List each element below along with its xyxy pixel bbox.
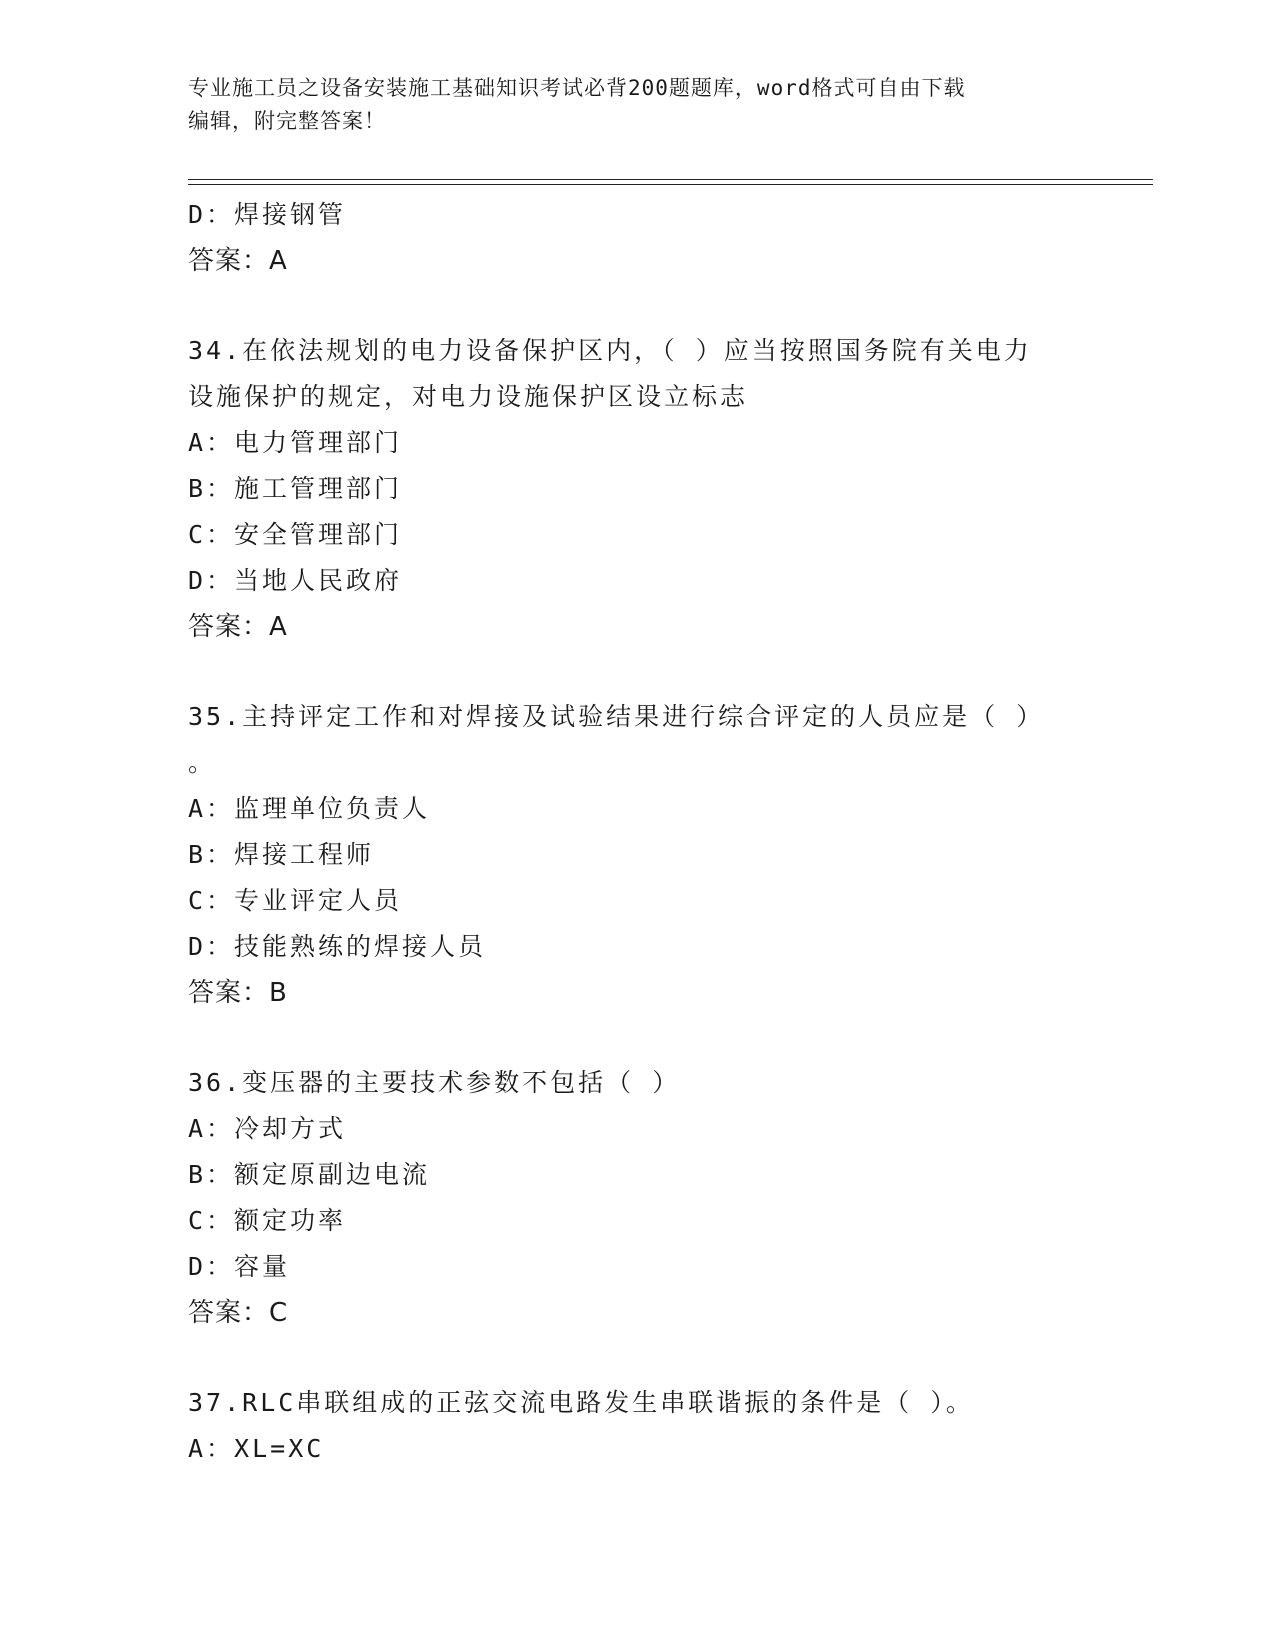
question-stem: 设施保护的规定，对电力设施保护区设立标志	[188, 382, 749, 411]
header-title-line-2: 编辑，附完整答案！	[188, 109, 386, 133]
option-a: A：监理单位负责人	[188, 794, 431, 823]
question-36	[188, 1060, 1088, 1336]
question-stem: 34.在依法规划的电力设备保护区内，（ ）应当按照国务院有关电力	[188, 336, 1032, 365]
question-34	[188, 328, 1088, 650]
question-35	[188, 694, 1088, 1016]
question-37	[188, 1380, 1088, 1472]
question-list	[188, 192, 1088, 1472]
question-stem: 37.RLC串联组成的正弦交流电路发生串联谐振的条件是（ ）。	[188, 1388, 974, 1417]
option-d: D：技能熟练的焊接人员	[188, 932, 487, 961]
prev-option-d: D：焊接钢管	[188, 200, 347, 229]
document-header	[188, 72, 1088, 138]
question-stem: 。	[188, 748, 217, 777]
option-a: A：XL=XC	[188, 1434, 325, 1463]
answer: 答案：C	[188, 1298, 289, 1328]
option-a: A：冷却方式	[188, 1114, 347, 1143]
prev-answer: 答案：A	[188, 246, 288, 276]
option-b: B：施工管理部门	[188, 474, 403, 503]
option-c: C：专业评定人员	[188, 886, 403, 915]
option-c: C：额定功率	[188, 1206, 347, 1235]
answer: 答案：A	[188, 612, 288, 642]
header-divider-bottom	[188, 184, 1153, 185]
question-stem: 36.变压器的主要技术参数不包括（ ）	[188, 1068, 681, 1097]
option-d: D：容量	[188, 1252, 291, 1281]
header-divider-top	[188, 179, 1153, 180]
option-b: B：额定原副边电流	[188, 1160, 431, 1189]
option-b: B：焊接工程师	[188, 840, 375, 869]
question-stem: 35.主持评定工作和对焊接及试验结果进行综合评定的人员应是（ ）	[188, 702, 1045, 731]
header-title-line-1: 专业施工员之设备安装施工基础知识考试必背200题题库，word格式可自由下载	[188, 76, 966, 100]
option-a: A：电力管理部门	[188, 428, 403, 457]
answer: 答案：B	[188, 978, 288, 1008]
option-c: C：安全管理部门	[188, 520, 403, 549]
option-d: D：当地人民政府	[188, 566, 403, 595]
